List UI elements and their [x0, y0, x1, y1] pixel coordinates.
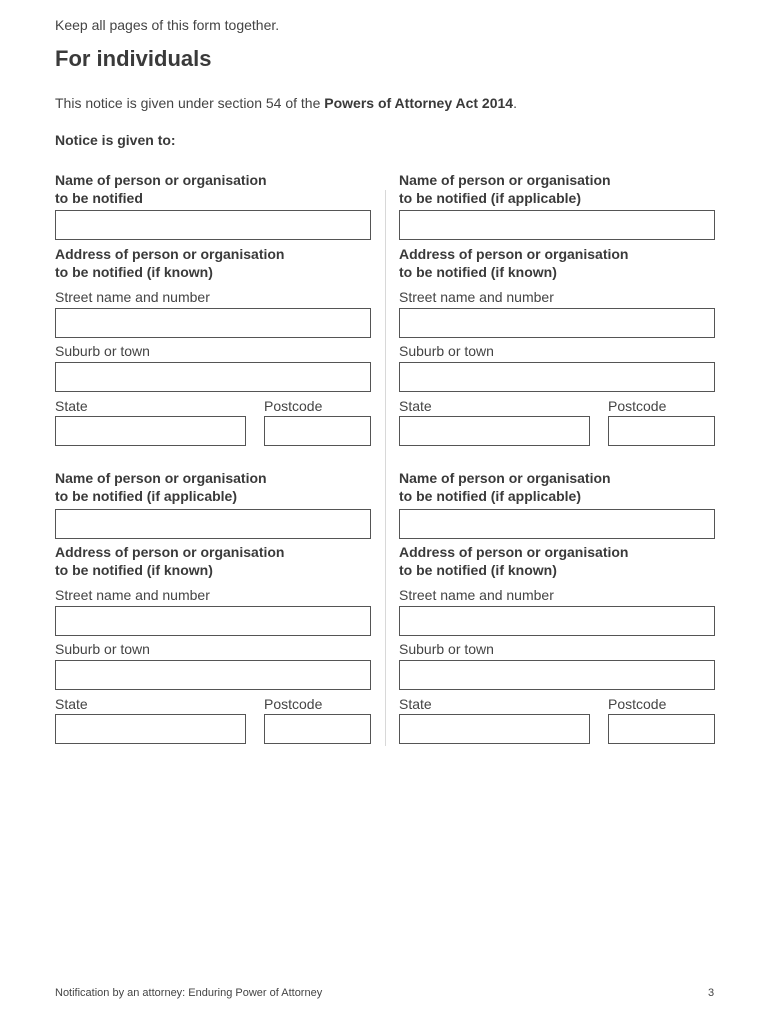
suburb-field[interactable]	[55, 362, 371, 392]
address-heading-line-2: to be notified (if known)	[55, 264, 213, 280]
name-heading	[399, 171, 611, 207]
street-label: Street name and number	[55, 587, 210, 603]
address-heading	[399, 245, 628, 281]
address-heading	[55, 543, 284, 579]
name-heading	[55, 469, 267, 505]
notice-suffix: .	[513, 95, 517, 111]
address-heading-line-1: Address of person or organisation	[399, 544, 629, 560]
state-label: State	[55, 696, 88, 712]
notice-act-name: Powers of Attorney Act 2014	[324, 95, 514, 111]
state-field[interactable]	[399, 714, 590, 744]
state-label: State	[399, 696, 432, 712]
state-field[interactable]	[399, 416, 590, 446]
street-field[interactable]	[55, 308, 371, 338]
name-field[interactable]	[399, 509, 715, 539]
suburb-label: Suburb or town	[399, 641, 494, 657]
postcode-field[interactable]	[264, 714, 371, 744]
postcode-field[interactable]	[608, 714, 715, 744]
address-heading-line-2: to be notified (if known)	[399, 562, 557, 578]
name-heading-line-1: Name of person or organisation	[55, 172, 267, 188]
page-number: 3	[708, 987, 715, 999]
name-heading-line-2: to be notified	[55, 190, 143, 206]
name-heading	[55, 171, 267, 207]
suburb-label: Suburb or town	[55, 641, 150, 657]
address-heading-line-2: to be notified (if known)	[55, 562, 213, 578]
street-label: Street name and number	[399, 289, 554, 305]
name-heading-line-1: Name of person or organisation	[55, 470, 267, 486]
street-label: Street name and number	[55, 289, 210, 305]
postcode-field[interactable]	[608, 416, 715, 446]
keep-pages-note: Keep all pages of this form together.	[55, 17, 280, 33]
notice-given-heading: Notice is given to:	[55, 132, 176, 148]
recipient-block-1	[55, 171, 371, 441]
postcode-label: Postcode	[608, 696, 667, 712]
address-heading-line-2: to be notified (if known)	[399, 264, 557, 280]
postcode-field[interactable]	[264, 416, 371, 446]
name-heading	[399, 469, 611, 505]
name-heading-line-2: to be notified (if applicable)	[55, 488, 237, 504]
name-heading-line-2: to be notified (if applicable)	[399, 488, 581, 504]
postcode-label: Postcode	[608, 398, 667, 414]
recipient-block-3	[55, 469, 371, 739]
page-title: For individuals	[55, 46, 212, 71]
recipient-block-4	[399, 469, 715, 739]
name-field[interactable]	[55, 210, 371, 240]
suburb-label: Suburb or town	[399, 343, 494, 359]
footer-text: Notification by an attorney: Enduring Power of Attorney	[55, 987, 323, 999]
name-heading-line-1: Name of person or organisation	[399, 470, 611, 486]
suburb-field[interactable]	[399, 362, 715, 392]
name-heading-line-1: Name of person or organisation	[399, 172, 611, 188]
recipient-block-2	[399, 171, 715, 441]
address-heading	[399, 543, 628, 579]
suburb-field[interactable]	[399, 660, 715, 690]
address-heading-line-1: Address of person or organisation	[55, 544, 285, 560]
column-divider	[385, 190, 386, 746]
postcode-label: Postcode	[264, 696, 323, 712]
name-field[interactable]	[399, 210, 715, 240]
address-heading-line-1: Address of person or organisation	[55, 246, 285, 262]
suburb-field[interactable]	[55, 660, 371, 690]
suburb-label: Suburb or town	[55, 343, 150, 359]
notice-prefix: This notice is given under section 54 of the	[55, 95, 325, 111]
address-heading	[55, 245, 284, 281]
street-field[interactable]	[55, 606, 371, 636]
name-heading-line-2: to be notified (if applicable)	[399, 190, 581, 206]
state-field[interactable]	[55, 714, 246, 744]
postcode-label: Postcode	[264, 398, 323, 414]
street-label: Street name and number	[399, 587, 554, 603]
state-label: State	[399, 398, 432, 414]
street-field[interactable]	[399, 606, 715, 636]
state-field[interactable]	[55, 416, 246, 446]
name-field[interactable]	[55, 509, 371, 539]
notice-statement	[55, 95, 517, 111]
state-label: State	[55, 398, 88, 414]
address-heading-line-1: Address of person or organisation	[399, 246, 629, 262]
street-field[interactable]	[399, 308, 715, 338]
